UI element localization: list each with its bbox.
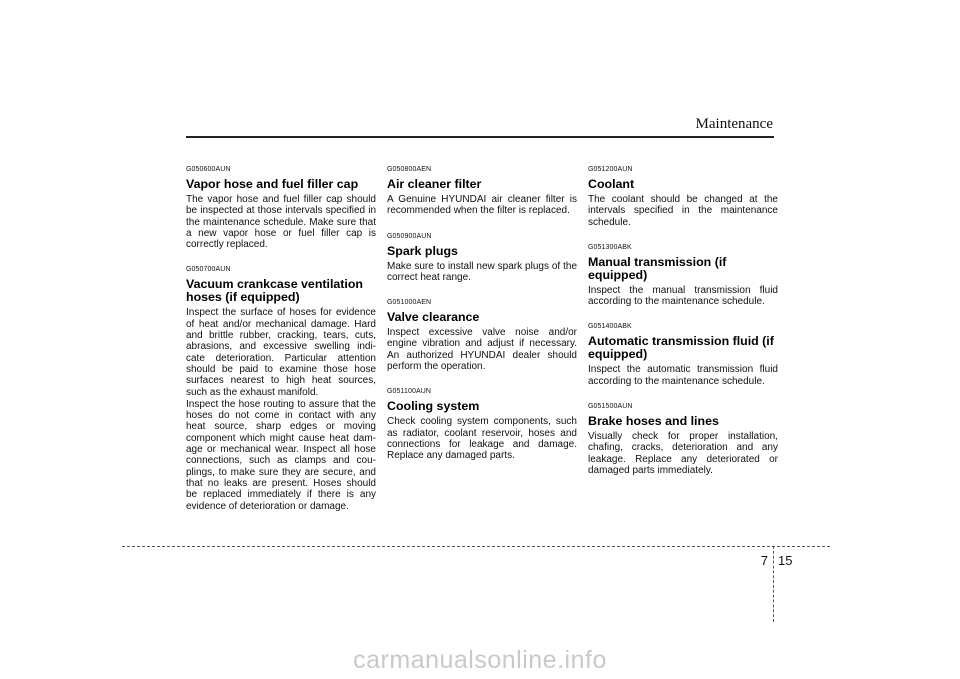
section-manual-transmission bbox=[588, 244, 778, 308]
section-heading: Air cleaner filter bbox=[387, 177, 482, 191]
section-code: G051500AUN bbox=[588, 403, 633, 411]
section-body: Inspect the hose routing to assure that the hoses do not come in contact with any heat source, sharp edges or moving component which might cause heat dam-age or mechanical wear. Inspect all hose connections, such as clamps and cou-plings, to make sure they are secure, and that no leaks are present. Hoses should be replaced immediately if there is any evidence of deterioration or damage. bbox=[186, 398, 376, 512]
section-body: Inspect excessive valve noise and/or engine vibration and adjust if necessary. An authorized HYUNDAI dealer should perform the operation. bbox=[387, 327, 577, 373]
section-body: Check cooling system components, such as radiator, coolant reservoir, hoses and connections for leakage and damage. Replace any damaged parts. bbox=[387, 416, 577, 462]
section-brake-hoses bbox=[588, 403, 778, 476]
section-vapor-hose bbox=[186, 166, 376, 250]
section-air-cleaner-filter bbox=[387, 166, 577, 217]
section-heading: Brake hoses and lines bbox=[588, 414, 719, 429]
watermark-text: carmanualsonline.info bbox=[353, 646, 607, 674]
section-code: G050700AUN bbox=[186, 266, 231, 274]
section-heading: Valve clearance bbox=[387, 310, 480, 325]
section-body: Inspect the surface of hoses for evidence of heat and/or mechanical damage. Hard and brittle rubber, cracking, tears, cuts, abrasions, and excessive swelling indi-cate deterioration. Particular attention should be paid to examine those hose surfaces nearest to high heat sources, such as the exhaust manifold. bbox=[186, 307, 376, 398]
section-crankcase-ventilation bbox=[186, 266, 376, 511]
section-code: G051200AUN bbox=[588, 166, 633, 173]
section-heading: Manual transmission (if equipped) bbox=[588, 254, 727, 282]
section-valve-clearance bbox=[387, 299, 577, 372]
section-code: G050900AUN bbox=[387, 232, 432, 240]
section-body: Make sure to install new spark plugs of the correct heat range. bbox=[387, 260, 577, 283]
page-number: 15 bbox=[778, 553, 793, 568]
section-heading: Automatic transmission fluid (if equipped) bbox=[588, 334, 774, 362]
section-heading: Cooling system bbox=[387, 399, 480, 414]
header-rule bbox=[186, 136, 774, 138]
section-cooling-system bbox=[387, 388, 577, 461]
page-number-divider bbox=[773, 546, 774, 622]
section-heading: Spark plugs bbox=[387, 243, 458, 258]
section-code: G050800AEN bbox=[387, 166, 432, 173]
section-spark-plugs bbox=[387, 233, 577, 284]
section-title: Maintenance bbox=[695, 116, 773, 132]
section-heading: Vapor hose and fuel filler cap bbox=[186, 177, 359, 191]
section-heading: Vacuum crankcase ventilation hoses (if equipped) bbox=[186, 277, 363, 305]
section-code: G051100AUN bbox=[387, 388, 432, 396]
section-body: Inspect the automatic transmission fluid according to the maintenance schedule. bbox=[588, 364, 778, 387]
section-body: A Genuine HYUNDAI air cleaner filter is recommended when the filter is replaced. bbox=[387, 194, 577, 217]
section-code: G051300ABK bbox=[588, 243, 632, 251]
section-body: The coolant should be changed at the intervals specified in the maintenance schedule. bbox=[588, 194, 778, 228]
section-body: Inspect the manual transmission fluid according to the maintenance schedule. bbox=[588, 284, 778, 308]
footer-rule bbox=[122, 546, 830, 547]
section-code: G051400ABK bbox=[588, 323, 632, 331]
section-automatic-transmission bbox=[588, 323, 778, 387]
section-code: G051000AEN bbox=[387, 299, 432, 307]
section-heading: Coolant bbox=[588, 177, 635, 191]
section-coolant bbox=[588, 166, 778, 228]
section-body: The vapor hose and fuel filler cap should be inspected at those intervals specified in the maintenance schedule. Make sure that a new vapor hose or fuel filler cap is correctly replaced. bbox=[186, 194, 376, 251]
text-column-2 bbox=[387, 166, 577, 478]
text-column-3 bbox=[588, 166, 778, 492]
section-code: G050600AUN bbox=[186, 166, 231, 173]
section-body: Visually check for proper installation, chafing, cracks, deterioration and any leakage. Replace any deteriorated or damaged parts immediately. bbox=[588, 431, 778, 476]
chapter-number: 7 bbox=[760, 553, 768, 568]
text-column-1 bbox=[186, 166, 376, 528]
